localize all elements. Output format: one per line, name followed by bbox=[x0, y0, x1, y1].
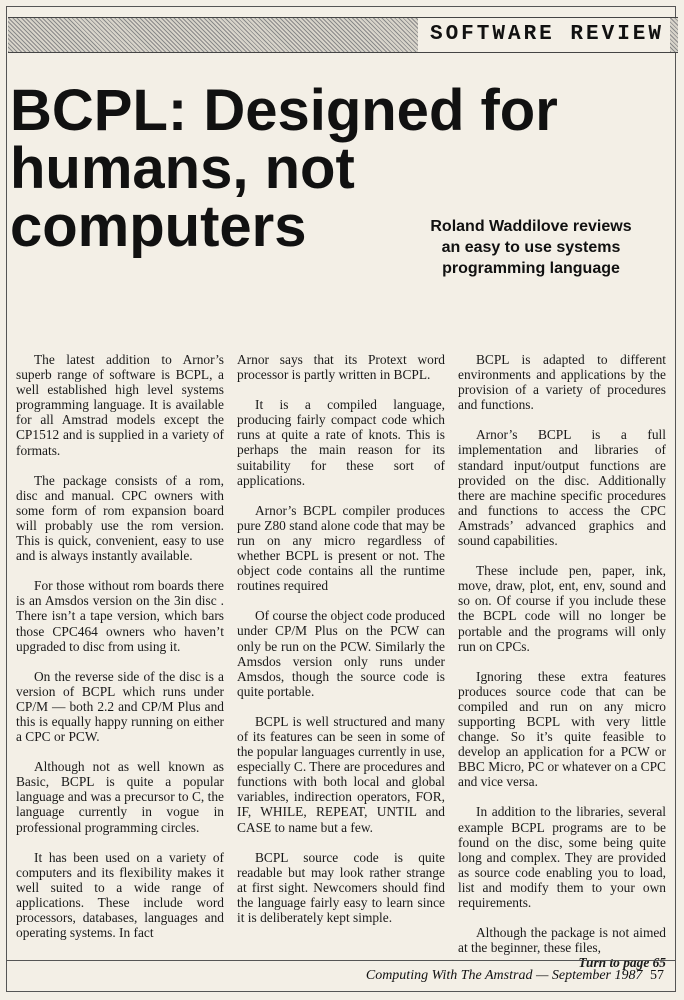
body-paragraph: Of course the object code produced under CP/M Plus on the PCW can only be run on the PCW. Similarly the Amsdos version only runs under Amsdos, though the source code is quite portable. bbox=[237, 608, 445, 699]
footer-rule bbox=[6, 960, 676, 961]
body-paragraph: Arnor’s BCPL compiler produces pure Z80 stand alone code that may be run on any micro regardless of whether BCPL is present or not. The object code contains all the runtime routines required bbox=[237, 502, 445, 594]
article-column-2 bbox=[237, 352, 445, 940]
article-column-3 bbox=[458, 352, 666, 970]
body-paragraph: Although the package is not aimed at the beginner, these files, bbox=[458, 925, 666, 956]
body-paragraph: BCPL source code is quite readable but may look rather strange at first sight. Newcomers should find the language fairly easy to learn since it is deliberately kept simple. bbox=[237, 849, 445, 925]
body-paragraph: BCPL is well structured and many of its features can be seen in some of the popular languages currently in use, especially C. There are procedures and functions with both local and global variables, indirection operators, FOR, IF, WHILE, REPEAT, UNTIL and CASE to name but a few. bbox=[237, 713, 445, 835]
body-paragraph: The latest addition to Arnor’s superb range of software is BCPL, a well established high level systems programming language. It is available for all Amstrad models except the CP1512 and is supplied in a variety of formats. bbox=[16, 352, 224, 458]
standfirst-line: an easy to use systems bbox=[441, 239, 621, 256]
body-paragraph: It has been used on a variety of computers and its flexibility makes it well suited to a wide range of applications. These include word processors, databases, languages and operating systems. In fact bbox=[16, 849, 224, 941]
standfirst-line: Roland Waddilove reviews bbox=[430, 218, 632, 235]
body-paragraph: For those without rom boards there is an Amsdos version on the 3in disc . There isn’t a tape version, which bars those CPC464 owners who haven’t upgraded to disc from using it. bbox=[16, 578, 224, 654]
body-paragraph: These include pen, paper, ink, move, draw, plot, ent, env, sound and so on. Of course if you include these the BCPL code will no longer be portable and the programs will only run on CPCs. bbox=[458, 563, 666, 654]
headline-line: BCPL: Designed for bbox=[10, 78, 558, 143]
body-paragraph: It is a compiled language, producing fairly compact code which runs at quite a rate of knots. This is perhaps the main reason for its suitability for these sort of applications. bbox=[237, 397, 445, 488]
page-number: 57 bbox=[650, 968, 664, 983]
headline-line: humans, not bbox=[10, 136, 355, 201]
body-paragraph: Although not as well known as Basic, BCPL is quite a popular language and was a precursor to C, the language currently in vogue in professional programming circles. bbox=[16, 759, 224, 835]
body-paragraph: Arnor says that its Protext word processor is partly written in BCPL. bbox=[237, 352, 445, 383]
article-standfirst bbox=[396, 216, 666, 279]
page-footer bbox=[366, 968, 664, 984]
body-paragraph: On the reverse side of the disc is a version of BCPL which runs under CP/M — both 2.2 and CP/M Plus and this is equally happy running on either a CPC or PCW. bbox=[16, 668, 224, 745]
body-paragraph: The package consists of a rom, disc and manual. CPC owners with some form of rom expansion board will probably use the rom version. This is quick, convenient, easy to use and is always instantly available. bbox=[16, 472, 224, 564]
body-paragraph: Ignoring these extra features produces source code that can be compiled and run on any micro supporting BCPL with very little change. So it’s quite feasible to develop an application for a PCW or BBC Micro, PC or whatever on a CPC and vice versa. bbox=[458, 668, 666, 790]
body-paragraph: Arnor’s BCPL is a full implementation and libraries of standard input/output functions are provided on the disc. Additionally there are machine specific procedures and functions to access the CPC Amstrads’ advanced graphics and sound capabilities. bbox=[458, 427, 666, 549]
continued-link[interactable]: Turn to page 65 bbox=[578, 955, 666, 971]
article-column-1 bbox=[16, 352, 224, 955]
headline-line: computers bbox=[10, 194, 307, 259]
section-tag: SOFTWARE REVIEW bbox=[418, 18, 670, 52]
standfirst-line: programming language bbox=[442, 260, 620, 277]
publication-credit: Computing With The Amstrad — September 1987 bbox=[365, 968, 643, 983]
body-paragraph: BCPL is adapted to different environments and applications by the provision of a variety of procedures and functions. bbox=[458, 352, 666, 413]
body-paragraph: In addition to the libraries, several example BCPL programs are to be found on the disc, some being quite long and complex. They are provided as source code enabling you to load, list and modify them to your own requirements. bbox=[458, 804, 666, 910]
